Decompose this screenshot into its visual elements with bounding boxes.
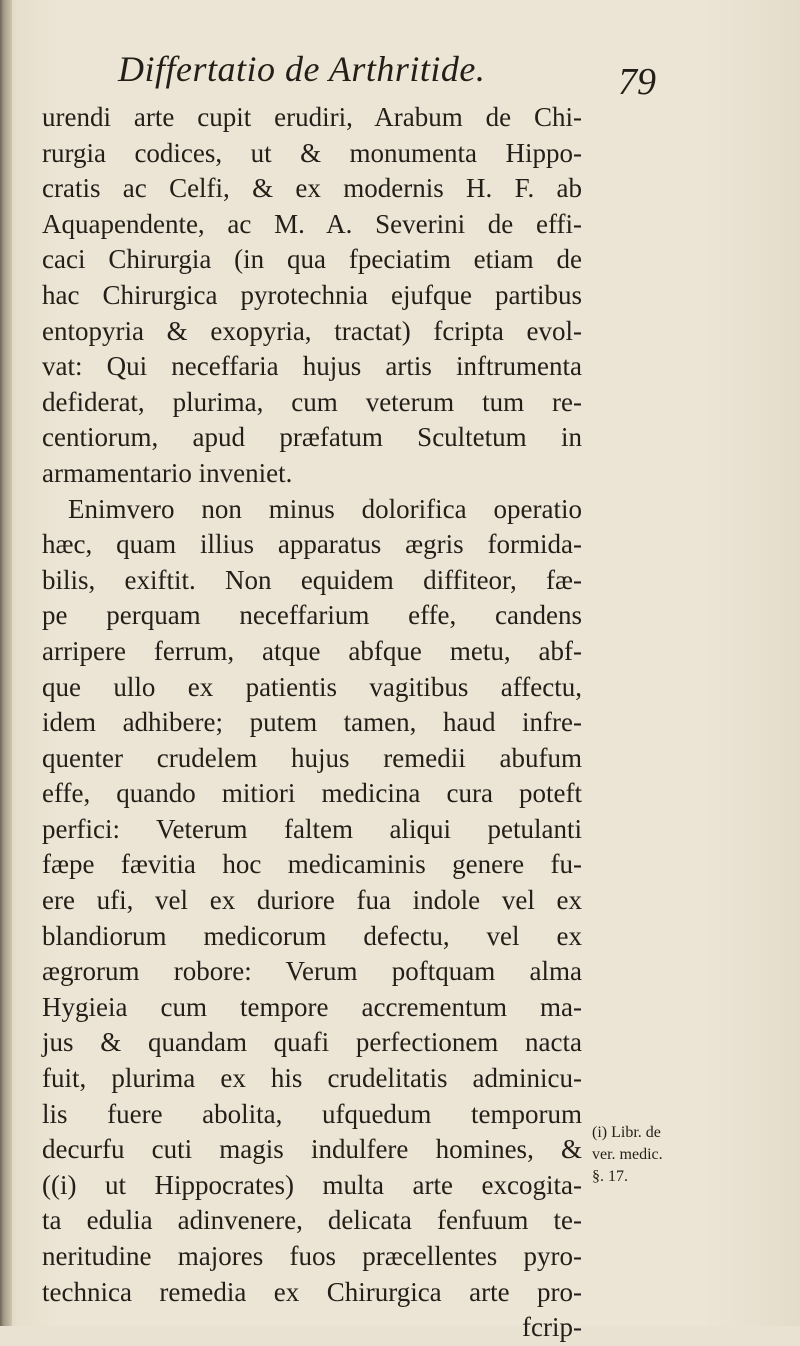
text-line: fæpe fævitia hoc medicaminis genere fu-	[42, 849, 582, 880]
text-line: defiderat, plurima, cum veterum tum re-	[42, 386, 582, 417]
page-binding-edge	[0, 0, 12, 1326]
text-line: rurgia codices, ut & monumenta Hippo-	[42, 137, 582, 168]
text-line: idem adhibere; putem tamen, haud infre-	[42, 707, 582, 738]
text-line: centiorum, apud præfatum Scultetum in	[42, 422, 582, 453]
text-line: ere ufi, vel ex duriore fua indole vel ex	[42, 885, 582, 916]
running-head: Differtatio de Arthritide.	[118, 49, 486, 89]
text-line: perfici: Veterum faltem aliqui petulanti	[42, 813, 582, 844]
marginal-note-line: (i) Libr. de	[592, 1124, 661, 1141]
catchword: fcrip-	[522, 1312, 582, 1343]
text-line: hæc, quam illius apparatus ægris formida-	[42, 529, 582, 560]
text-line: ta edulia adinvenere, delicata fenfuum te-	[42, 1205, 582, 1236]
text-line: blandiorum medicorum defectu, vel ex	[42, 920, 582, 951]
text-line: vat: Qui neceffaria hujus artis inftrumenta	[42, 351, 582, 382]
text-line: ægrorum robore: Verum poftquam alma	[42, 956, 582, 987]
text-line: cratis ac Celfi, & ex modernis H. F. ab	[42, 173, 582, 204]
text-line: effe, quando mitiori medicina cura poteft	[42, 778, 582, 809]
text-line: neritudine majores fuos præcellentes pyro-	[42, 1241, 582, 1271]
text-line: decurfu cuti magis indulfere homines, &	[42, 1134, 582, 1165]
page-number: 79	[618, 61, 656, 103]
text-line: entopyria & exopyria, tractat) fcripta evol-	[42, 315, 582, 346]
text-line: Hygieia cum tempore accrementum ma-	[42, 991, 582, 1022]
text-line: caci Chirurgia (in qua fpeciatim etiam de	[42, 244, 582, 275]
text-line: fuit, plurima ex his crudelitatis adminicu-	[42, 1063, 582, 1094]
text-line: Aquapendente, ac M. A. Severini de effi-	[42, 208, 582, 239]
marginal-note	[592, 1122, 712, 1188]
text-line: ((i) ut Hippocrates) multa arte excogita-	[42, 1169, 582, 1200]
text-line: urendi arte cupit erudiri, Arabum de Chi-	[42, 102, 582, 132]
text-line: lis fuere abolita, ufquedum temporum	[42, 1098, 582, 1129]
text-line: bilis, exiftit. Non equidem diffiteor, fæ-	[42, 564, 582, 595]
text-line: hac Chirurgica pyrotechnia ejufque partibus	[42, 279, 582, 310]
text-line: que ullo ex patientis vagitibus affectu,	[42, 671, 582, 702]
text-line: quenter crudelem hujus remedii abufum	[42, 742, 582, 773]
text-line: Enimvero non minus dolorifica operatio	[68, 493, 582, 524]
marginal-note-line: §. 17.	[592, 1168, 628, 1185]
text-line: technica remedia ex Chirurgica arte pro-	[42, 1276, 582, 1307]
text-line: jus & quandam quafi perfectionem nacta	[42, 1027, 582, 1058]
marginal-note-line: ver. medic.	[592, 1146, 663, 1163]
text-line: pe perquam neceffarium effe, candens	[42, 600, 582, 631]
text-line: arripere ferrum, atque abfque metu, abf-	[42, 635, 582, 666]
text-line: armamentario inveniet.	[42, 457, 293, 488]
body-text	[42, 100, 582, 1346]
